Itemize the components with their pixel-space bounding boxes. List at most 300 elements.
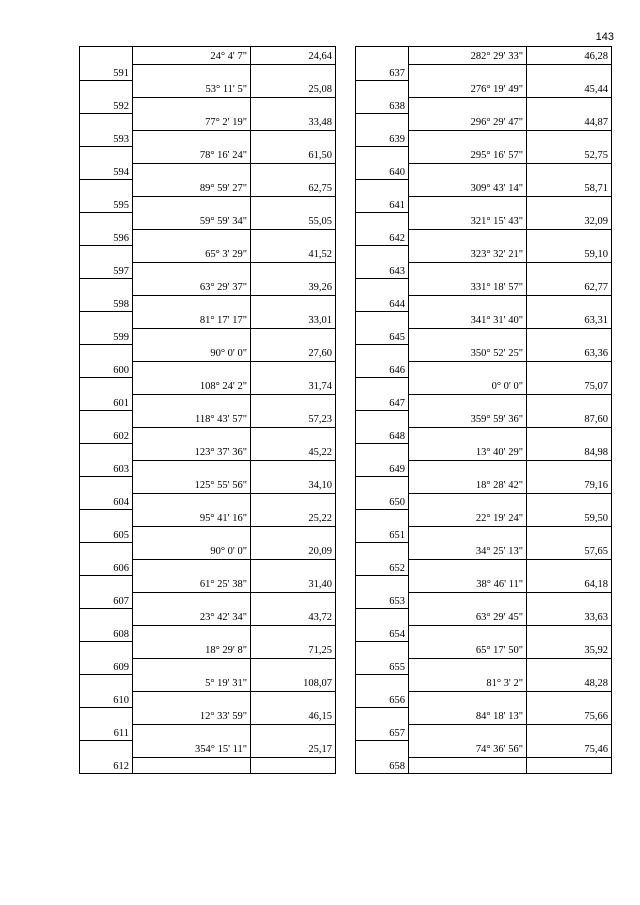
table-row [356, 65, 612, 81]
point-number-cell: 649 [356, 461, 409, 477]
table-row [356, 410, 612, 428]
point-cell-blank [80, 641, 133, 659]
survey-table-left [79, 46, 336, 774]
point-cell-blank [80, 80, 133, 98]
distance-cell: 25,08 [251, 80, 336, 98]
point-number-cell: 647 [356, 395, 409, 411]
point-number-cell: 655 [356, 659, 409, 675]
angle-cell: 81° 17' 17" [133, 311, 251, 329]
point-cell-blank [80, 707, 133, 725]
empty-cell [251, 197, 336, 213]
point-cell-blank [80, 443, 133, 461]
empty-cell [527, 197, 612, 213]
distance-cell: 55,05 [251, 212, 336, 230]
table-row [80, 278, 336, 296]
empty-cell [133, 626, 251, 642]
table-row [80, 626, 336, 642]
table-row [80, 344, 336, 362]
table-row [80, 197, 336, 213]
table-row [356, 362, 612, 378]
empty-cell [133, 659, 251, 675]
survey-table-body [356, 47, 612, 774]
empty-cell [527, 263, 612, 279]
empty-cell [251, 230, 336, 246]
point-number-cell: 650 [356, 494, 409, 510]
table-row [80, 494, 336, 510]
table-row [80, 509, 336, 527]
point-number-cell: 652 [356, 560, 409, 576]
angle-cell: 61° 25' 38" [133, 575, 251, 593]
table-row [356, 179, 612, 197]
table-row [80, 476, 336, 494]
point-number-cell: 611 [80, 725, 133, 741]
point-number-cell: 596 [80, 230, 133, 246]
point-cell-blank [80, 311, 133, 329]
point-number-cell: 597 [80, 263, 133, 279]
point-number-cell: 656 [356, 692, 409, 708]
point-cell-blank [80, 476, 133, 494]
table-row [356, 476, 612, 494]
point-cell-blank [356, 542, 409, 560]
point-number-cell: 658 [356, 758, 409, 774]
empty-cell [251, 692, 336, 708]
point-cell-blank [80, 410, 133, 428]
empty-cell [527, 65, 612, 81]
angle-cell: 84° 18' 13" [409, 707, 527, 725]
empty-cell [409, 329, 527, 345]
point-cell-blank [356, 410, 409, 428]
empty-cell [409, 659, 527, 675]
point-cell-blank [80, 278, 133, 296]
point-cell-blank [80, 542, 133, 560]
angle-cell: 81° 3' 2" [409, 674, 527, 692]
table-row [80, 263, 336, 279]
distance-cell: 108,07 [251, 674, 336, 692]
angle-cell: 282° 29' 33" [409, 47, 527, 65]
point-cell-blank [356, 476, 409, 494]
distance-cell: 63,36 [527, 344, 612, 362]
point-cell-blank [80, 212, 133, 230]
table-row [80, 410, 336, 428]
point-cell-blank [80, 179, 133, 197]
angle-cell: 118° 43' 57" [133, 410, 251, 428]
empty-cell [133, 131, 251, 147]
table-row [356, 494, 612, 510]
angle-cell: 125° 55' 56" [133, 476, 251, 494]
table-row [356, 131, 612, 147]
point-cell-blank [356, 311, 409, 329]
distance-cell: 46,28 [527, 47, 612, 65]
table-row [356, 230, 612, 246]
distance-cell: 48,28 [527, 674, 612, 692]
point-cell-blank [80, 146, 133, 164]
table-row [356, 311, 612, 329]
empty-cell [133, 164, 251, 180]
table-row [356, 443, 612, 461]
empty-cell [133, 725, 251, 741]
point-number-cell: 602 [80, 428, 133, 444]
angle-cell: 95° 41' 16" [133, 509, 251, 527]
angle-cell: 13° 40' 29" [409, 443, 527, 461]
distance-cell: 33,48 [251, 113, 336, 131]
table-row [80, 560, 336, 576]
angle-cell: 65° 17' 50" [409, 641, 527, 659]
angle-cell: 12° 33' 59" [133, 707, 251, 725]
angle-cell: 74° 36' 56" [409, 740, 527, 758]
table-row [356, 344, 612, 362]
distance-cell: 87,60 [527, 410, 612, 428]
point-cell-blank [356, 47, 409, 65]
angle-cell: 359° 59' 36" [409, 410, 527, 428]
empty-cell [133, 98, 251, 114]
table-row [356, 674, 612, 692]
empty-cell [251, 98, 336, 114]
table-row [356, 395, 612, 411]
point-cell-blank [356, 740, 409, 758]
distance-cell: 34,10 [251, 476, 336, 494]
distance-cell: 84,98 [527, 443, 612, 461]
angle-cell: 22° 19' 24" [409, 509, 527, 527]
angle-cell: 90° 0' 0" [133, 542, 251, 560]
empty-cell [133, 197, 251, 213]
empty-cell [133, 593, 251, 609]
point-number-cell: 646 [356, 362, 409, 378]
angle-cell: 331° 18' 57" [409, 278, 527, 296]
table-row [80, 608, 336, 626]
distance-cell: 31,74 [251, 377, 336, 395]
empty-cell [251, 659, 336, 675]
table-row [356, 461, 612, 477]
point-number-cell: 598 [80, 296, 133, 312]
empty-cell [527, 329, 612, 345]
point-cell-blank [356, 344, 409, 362]
point-cell-blank [356, 641, 409, 659]
point-cell-blank [356, 443, 409, 461]
table-row [80, 362, 336, 378]
table-row [356, 296, 612, 312]
empty-cell [527, 296, 612, 312]
table-row [80, 575, 336, 593]
angle-cell: 63° 29' 37" [133, 278, 251, 296]
empty-cell [251, 758, 336, 774]
point-number-cell: 607 [80, 593, 133, 609]
distance-cell: 57,23 [251, 410, 336, 428]
empty-cell [527, 461, 612, 477]
table-row [80, 758, 336, 774]
empty-cell [251, 395, 336, 411]
table-row [356, 659, 612, 675]
table-row [356, 626, 612, 642]
empty-cell [133, 494, 251, 510]
table-row [80, 131, 336, 147]
table-row [356, 377, 612, 395]
empty-cell [251, 494, 336, 510]
table-row [356, 725, 612, 741]
point-cell-blank [356, 278, 409, 296]
empty-cell [251, 362, 336, 378]
point-number-cell: 610 [80, 692, 133, 708]
table-row [356, 575, 612, 593]
table-row [80, 461, 336, 477]
table-row [356, 560, 612, 576]
empty-cell [409, 263, 527, 279]
angle-cell: 63° 29' 45" [409, 608, 527, 626]
angle-cell: 350° 52' 25" [409, 344, 527, 362]
point-cell-blank [80, 344, 133, 362]
empty-cell [409, 692, 527, 708]
point-cell-blank [356, 575, 409, 593]
distance-cell: 75,46 [527, 740, 612, 758]
point-number-cell: 642 [356, 230, 409, 246]
empty-cell [133, 296, 251, 312]
point-number-cell: 651 [356, 527, 409, 543]
table-row [356, 197, 612, 213]
empty-cell [133, 758, 251, 774]
table-row [356, 542, 612, 560]
empty-cell [251, 263, 336, 279]
point-number-cell: 606 [80, 560, 133, 576]
distance-cell: 24,64 [251, 47, 336, 65]
point-number-cell: 601 [80, 395, 133, 411]
table-row [356, 740, 612, 758]
point-number-cell: 605 [80, 527, 133, 543]
table-row [356, 329, 612, 345]
distance-cell: 63,31 [527, 311, 612, 329]
empty-cell [409, 527, 527, 543]
distance-cell: 39,26 [251, 278, 336, 296]
point-cell-blank [80, 113, 133, 131]
empty-cell [409, 461, 527, 477]
table-row [80, 377, 336, 395]
table-row [80, 593, 336, 609]
empty-cell [251, 461, 336, 477]
empty-cell [409, 131, 527, 147]
table-row [356, 98, 612, 114]
angle-cell: 24° 4' 7" [133, 47, 251, 65]
distance-cell: 33,01 [251, 311, 336, 329]
point-number-cell: 595 [80, 197, 133, 213]
table-row [80, 329, 336, 345]
table-row [80, 164, 336, 180]
table-row [356, 113, 612, 131]
angle-cell: 65° 3' 29" [133, 245, 251, 263]
distance-cell: 43,72 [251, 608, 336, 626]
empty-cell [527, 164, 612, 180]
point-cell-blank [80, 575, 133, 593]
survey-table-right [355, 46, 612, 774]
empty-cell [133, 428, 251, 444]
distance-cell: 64,18 [527, 575, 612, 593]
distance-cell: 59,50 [527, 509, 612, 527]
table-row [80, 542, 336, 560]
angle-cell: 354° 15' 11" [133, 740, 251, 758]
table-row [356, 509, 612, 527]
angle-cell: 77° 2' 19" [133, 113, 251, 131]
empty-cell [133, 692, 251, 708]
distance-cell: 57,65 [527, 542, 612, 560]
angle-cell: 90° 0' 0" [133, 344, 251, 362]
empty-cell [527, 494, 612, 510]
survey-table-body [80, 47, 336, 774]
empty-cell [251, 428, 336, 444]
table-row [80, 311, 336, 329]
point-number-cell: 609 [80, 659, 133, 675]
empty-cell [251, 560, 336, 576]
table-row [356, 593, 612, 609]
empty-cell [133, 230, 251, 246]
point-number-cell: 643 [356, 263, 409, 279]
angle-cell: 108° 24' 2" [133, 377, 251, 395]
distance-cell: 32,09 [527, 212, 612, 230]
angle-cell: 323° 32' 21" [409, 245, 527, 263]
empty-cell [409, 626, 527, 642]
point-cell-blank [356, 113, 409, 131]
empty-cell [527, 395, 612, 411]
point-cell-blank [80, 245, 133, 263]
table-row [80, 80, 336, 98]
table-row [80, 230, 336, 246]
point-number-cell: 608 [80, 626, 133, 642]
point-cell-blank [80, 377, 133, 395]
empty-cell [527, 593, 612, 609]
empty-cell [527, 692, 612, 708]
table-row [80, 65, 336, 81]
empty-cell [527, 98, 612, 114]
empty-cell [133, 560, 251, 576]
empty-cell [133, 263, 251, 279]
table-row [356, 527, 612, 543]
angle-cell: 38° 46' 11" [409, 575, 527, 593]
angle-cell: 89° 59' 27" [133, 179, 251, 197]
angle-cell: 0° 0' 0" [409, 377, 527, 395]
point-number-cell: 641 [356, 197, 409, 213]
distance-cell: 62,77 [527, 278, 612, 296]
point-cell-blank [356, 674, 409, 692]
point-cell-blank [356, 80, 409, 98]
distance-cell: 79,16 [527, 476, 612, 494]
table-row [80, 47, 336, 65]
empty-cell [251, 329, 336, 345]
distance-cell: 59,10 [527, 245, 612, 263]
distance-cell: 75,07 [527, 377, 612, 395]
point-number-cell: 645 [356, 329, 409, 345]
angle-cell: 276° 19' 49" [409, 80, 527, 98]
table-row [356, 212, 612, 230]
angle-cell: 34° 25' 13" [409, 542, 527, 560]
empty-cell [527, 131, 612, 147]
table-row [80, 707, 336, 725]
empty-cell [527, 626, 612, 642]
empty-cell [409, 65, 527, 81]
distance-cell: 62,75 [251, 179, 336, 197]
angle-cell: 321° 15' 43" [409, 212, 527, 230]
empty-cell [527, 230, 612, 246]
empty-cell [527, 527, 612, 543]
point-number-cell: 653 [356, 593, 409, 609]
table-row [80, 179, 336, 197]
table-row [80, 146, 336, 164]
point-cell-blank [80, 740, 133, 758]
empty-cell [409, 362, 527, 378]
distance-cell: 45,44 [527, 80, 612, 98]
angle-cell: 296° 29' 47" [409, 113, 527, 131]
empty-cell [527, 725, 612, 741]
angle-cell: 18° 29' 8" [133, 641, 251, 659]
page-number: 143 [595, 31, 614, 43]
table-row [356, 608, 612, 626]
distance-cell: 41,52 [251, 245, 336, 263]
distance-cell: 58,71 [527, 179, 612, 197]
empty-cell [409, 197, 527, 213]
table-row [80, 296, 336, 312]
table-row [80, 740, 336, 758]
angle-cell: 341° 31' 40" [409, 311, 527, 329]
table-row [80, 692, 336, 708]
empty-cell [133, 527, 251, 543]
table-row [80, 527, 336, 543]
table-row [356, 641, 612, 659]
distance-cell: 44,87 [527, 113, 612, 131]
empty-cell [251, 626, 336, 642]
table-row [356, 245, 612, 263]
table-row [80, 395, 336, 411]
point-number-cell: 591 [80, 65, 133, 81]
empty-cell [409, 560, 527, 576]
empty-cell [251, 164, 336, 180]
distance-cell: 45,22 [251, 443, 336, 461]
angle-cell: 59° 59' 34" [133, 212, 251, 230]
table-row [80, 659, 336, 675]
empty-cell [133, 329, 251, 345]
table-row [356, 758, 612, 774]
distance-cell: 31,40 [251, 575, 336, 593]
point-cell-blank [80, 674, 133, 692]
empty-cell [251, 131, 336, 147]
point-cell-blank [356, 377, 409, 395]
angle-cell: 123° 37' 36" [133, 443, 251, 461]
table-row [80, 443, 336, 461]
empty-cell [527, 758, 612, 774]
distance-cell: 20,09 [251, 542, 336, 560]
distance-cell: 25,17 [251, 740, 336, 758]
table-row [356, 707, 612, 725]
table-row [80, 428, 336, 444]
point-cell-blank [356, 146, 409, 164]
empty-cell [409, 296, 527, 312]
point-number-cell: 638 [356, 98, 409, 114]
empty-cell [251, 527, 336, 543]
empty-cell [251, 725, 336, 741]
angle-cell: 78° 16' 24" [133, 146, 251, 164]
point-cell-blank [80, 509, 133, 527]
distance-cell: 52,75 [527, 146, 612, 164]
empty-cell [251, 296, 336, 312]
empty-cell [409, 593, 527, 609]
table-row [80, 674, 336, 692]
point-cell-blank [356, 212, 409, 230]
point-cell-blank [80, 47, 133, 65]
empty-cell [133, 362, 251, 378]
empty-cell [409, 98, 527, 114]
point-cell-blank [356, 179, 409, 197]
table-row [356, 80, 612, 98]
angle-cell: 53° 11' 5" [133, 80, 251, 98]
point-number-cell: 648 [356, 428, 409, 444]
angle-cell: 5° 19' 31" [133, 674, 251, 692]
distance-cell: 61,50 [251, 146, 336, 164]
angle-cell: 309° 43' 14" [409, 179, 527, 197]
point-number-cell: 639 [356, 131, 409, 147]
